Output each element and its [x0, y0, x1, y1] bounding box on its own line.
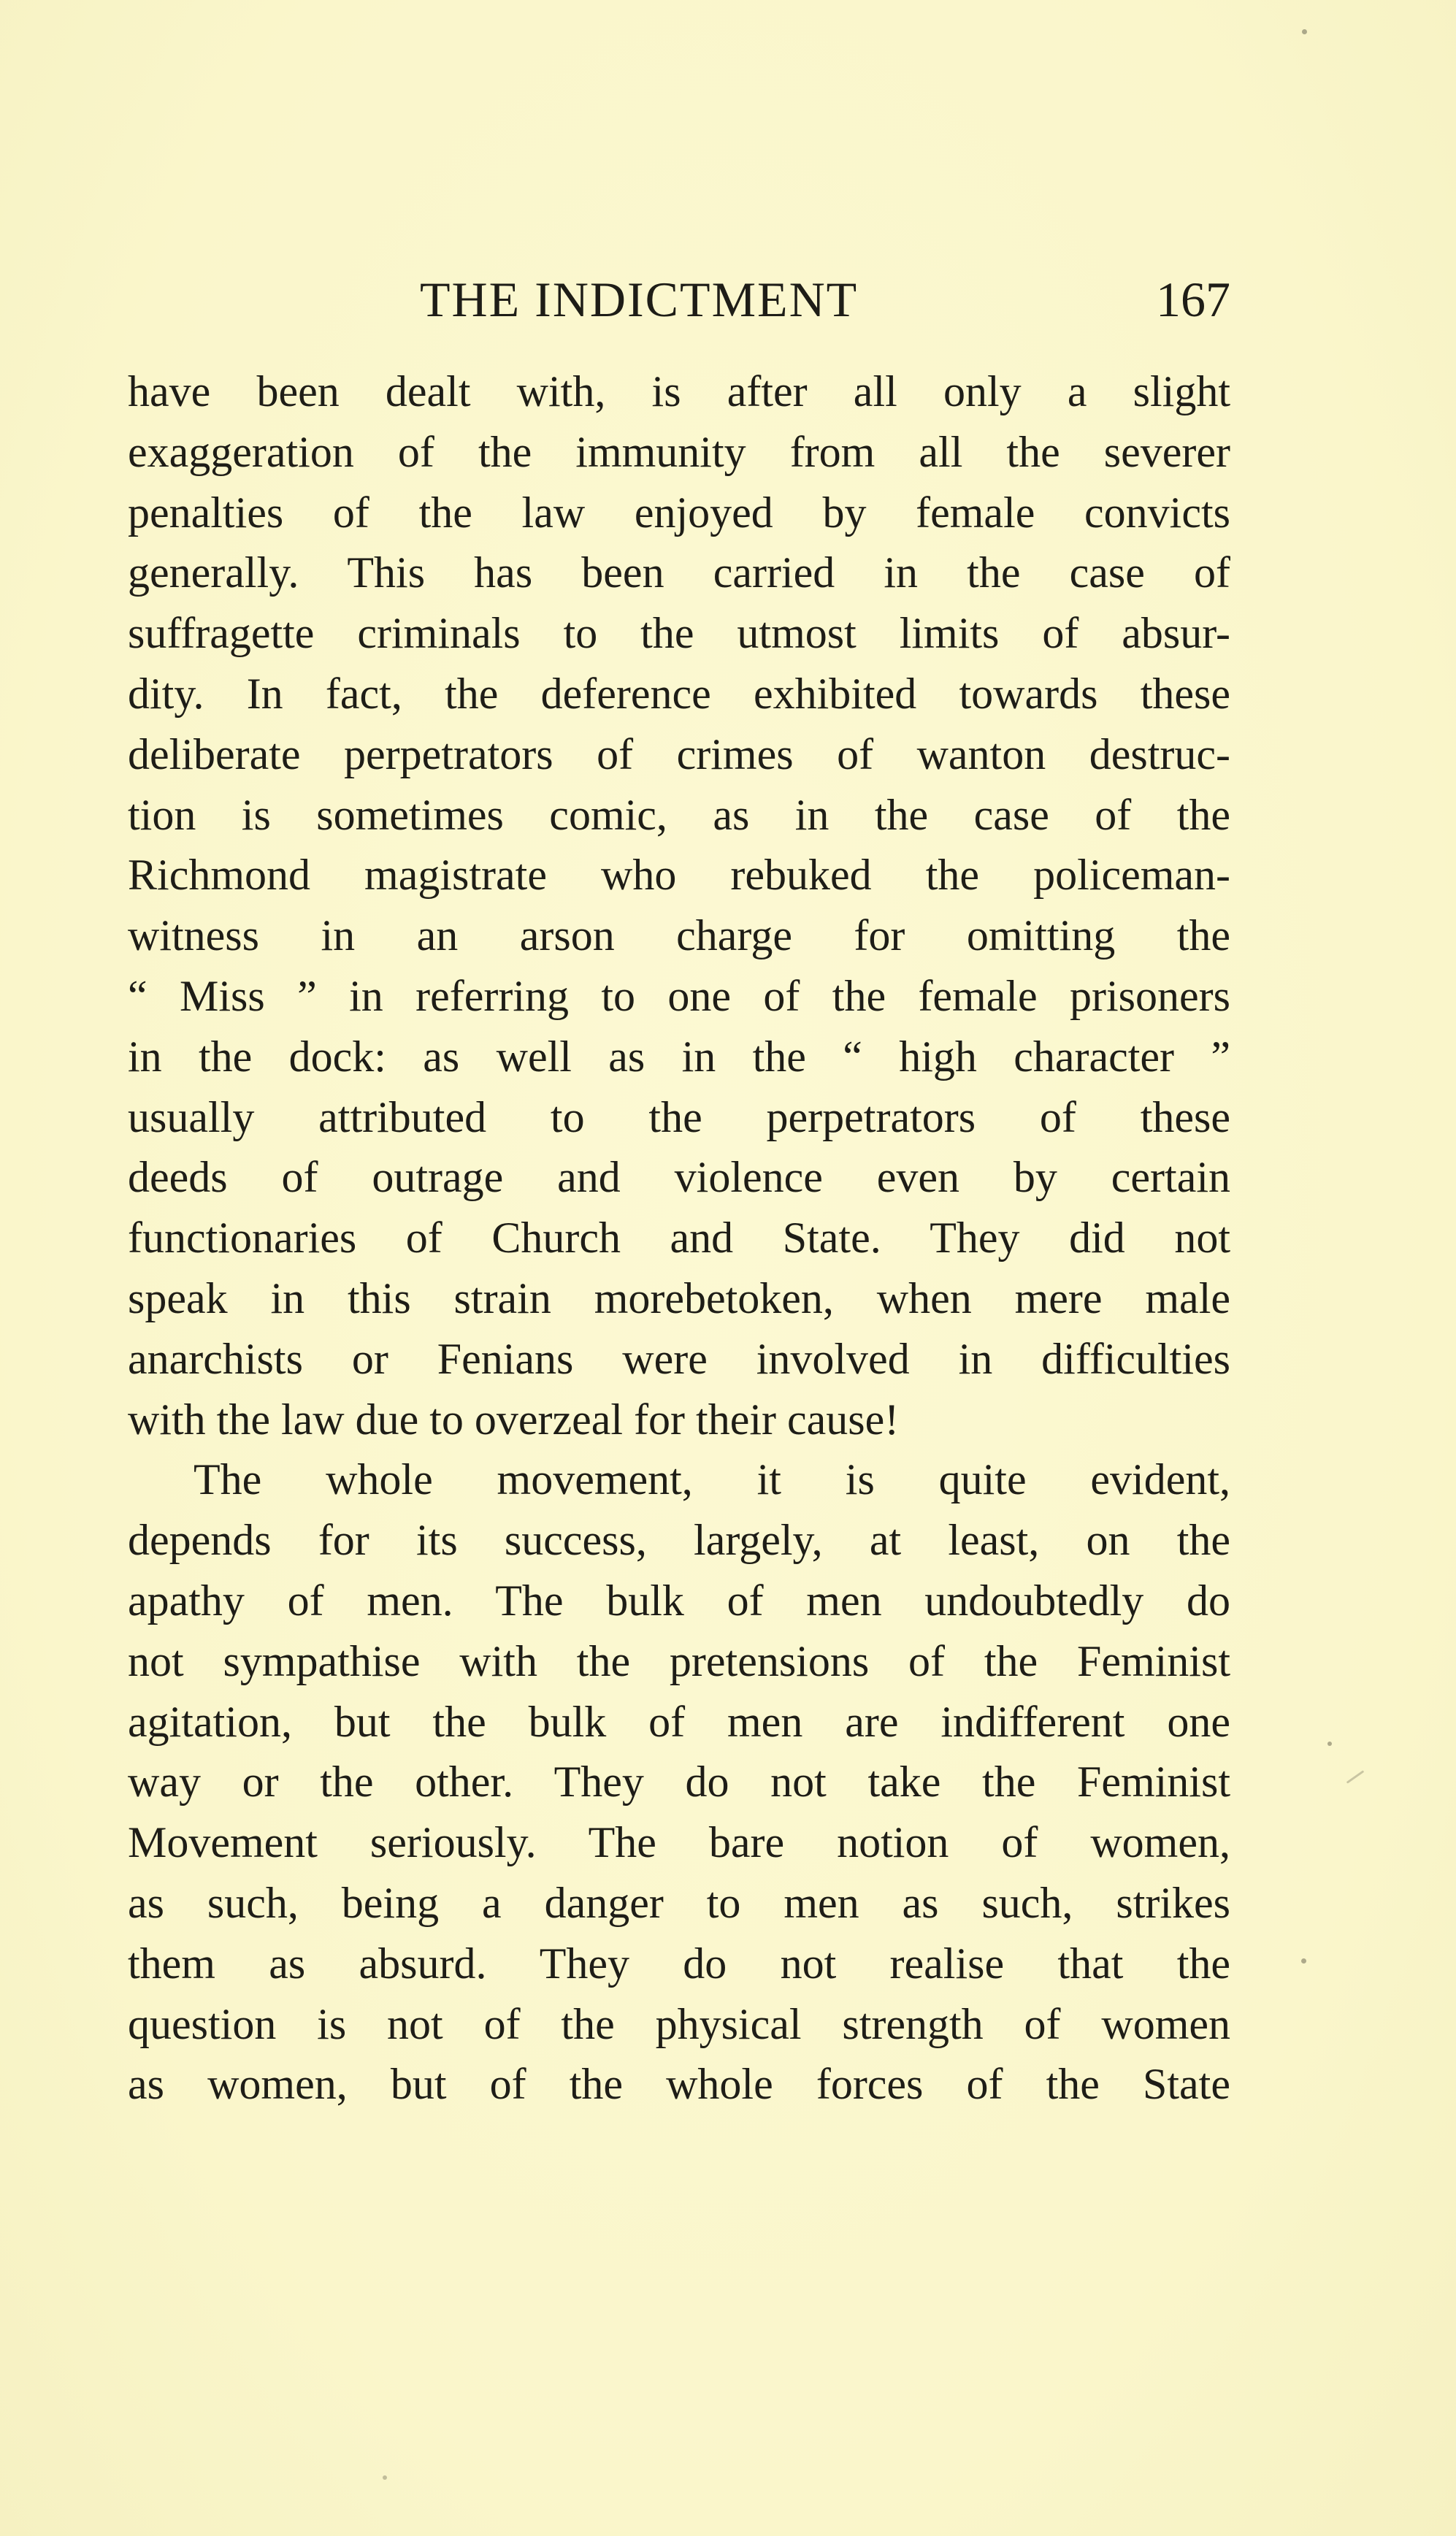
- text-line: deeds of outrage and violence even by certain: [128, 1153, 1230, 1202]
- text-line: witness in an arson charge for omitting the: [128, 911, 1230, 960]
- text-line: usually attributed to the perpetrators of these: [128, 1092, 1230, 1141]
- text-line: Movement seriously. The bare notion of women,: [128, 1818, 1230, 1867]
- running-title: THE INDICTMENT: [420, 272, 859, 327]
- paper-speck: [1302, 29, 1307, 34]
- text-line: deliberate perpetrators of crimes of wanton destruc-: [128, 729, 1230, 778]
- text-line: The whole movement, it is quite evident,: [194, 1455, 1230, 1504]
- text-line: suffragette criminals to the utmost limits of absur-: [128, 609, 1230, 658]
- text-line: tion is sometimes comic, as in the case of the: [128, 790, 1230, 839]
- text-line: them as absurd. They do not realise that the: [128, 1939, 1230, 1988]
- text-line: in the dock: as well as in the “ high character ”: [128, 1032, 1230, 1081]
- text-line: penalties of the law enjoyed by female convicts: [128, 488, 1230, 537]
- text-line: question is not of the physical strength of women: [128, 1999, 1230, 2048]
- page-header: [128, 267, 1230, 332]
- text-line: have been dealt with, is after all only a slight: [128, 367, 1230, 415]
- paper-speck: [1301, 1958, 1306, 1964]
- page-number: 167: [1156, 272, 1230, 327]
- text-line: as women, but of the whole forces of the State: [128, 2060, 1230, 2109]
- text-line: anarchists or Fenians were involved in difficulties: [128, 1334, 1230, 1383]
- paper-speck: [1327, 1742, 1332, 1746]
- text-line: apathy of men. The bulk of men undoubtedly do: [128, 1576, 1230, 1625]
- text-line: with the law due to overzeal for their cause!: [128, 1395, 900, 1444]
- text-line: “ Miss ” in referring to one of the female prisoners: [128, 971, 1230, 1020]
- text-line: way or the other. They do not take the Feminist: [128, 1758, 1230, 1807]
- text-line: Richmond magistrate who rebuked the policeman-: [128, 851, 1230, 900]
- text-line: functionaries of Church and State. They did not: [128, 1214, 1230, 1263]
- text-line: as such, being a danger to men as such, strikes: [128, 1878, 1230, 1927]
- text-line: dity. In fact, the deference exhibited towards these: [128, 669, 1230, 718]
- text-line: not sympathise with the pretensions of the Feminist: [128, 1636, 1230, 1685]
- text-line: speak in this strain morebetoken, when mere male: [128, 1273, 1230, 1322]
- paper-speck: [1346, 1770, 1365, 1784]
- text-line: agitation, but the bulk of men are indifferent one: [128, 1697, 1230, 1746]
- paper-speck: [383, 2475, 387, 2480]
- text-line: generally. This has been carried in the case of: [128, 548, 1230, 597]
- body-text: [128, 361, 1230, 2115]
- text-line: exaggeration of the immunity from all the severer: [128, 427, 1230, 476]
- text-line: depends for its success, largely, at least, on the: [128, 1516, 1230, 1565]
